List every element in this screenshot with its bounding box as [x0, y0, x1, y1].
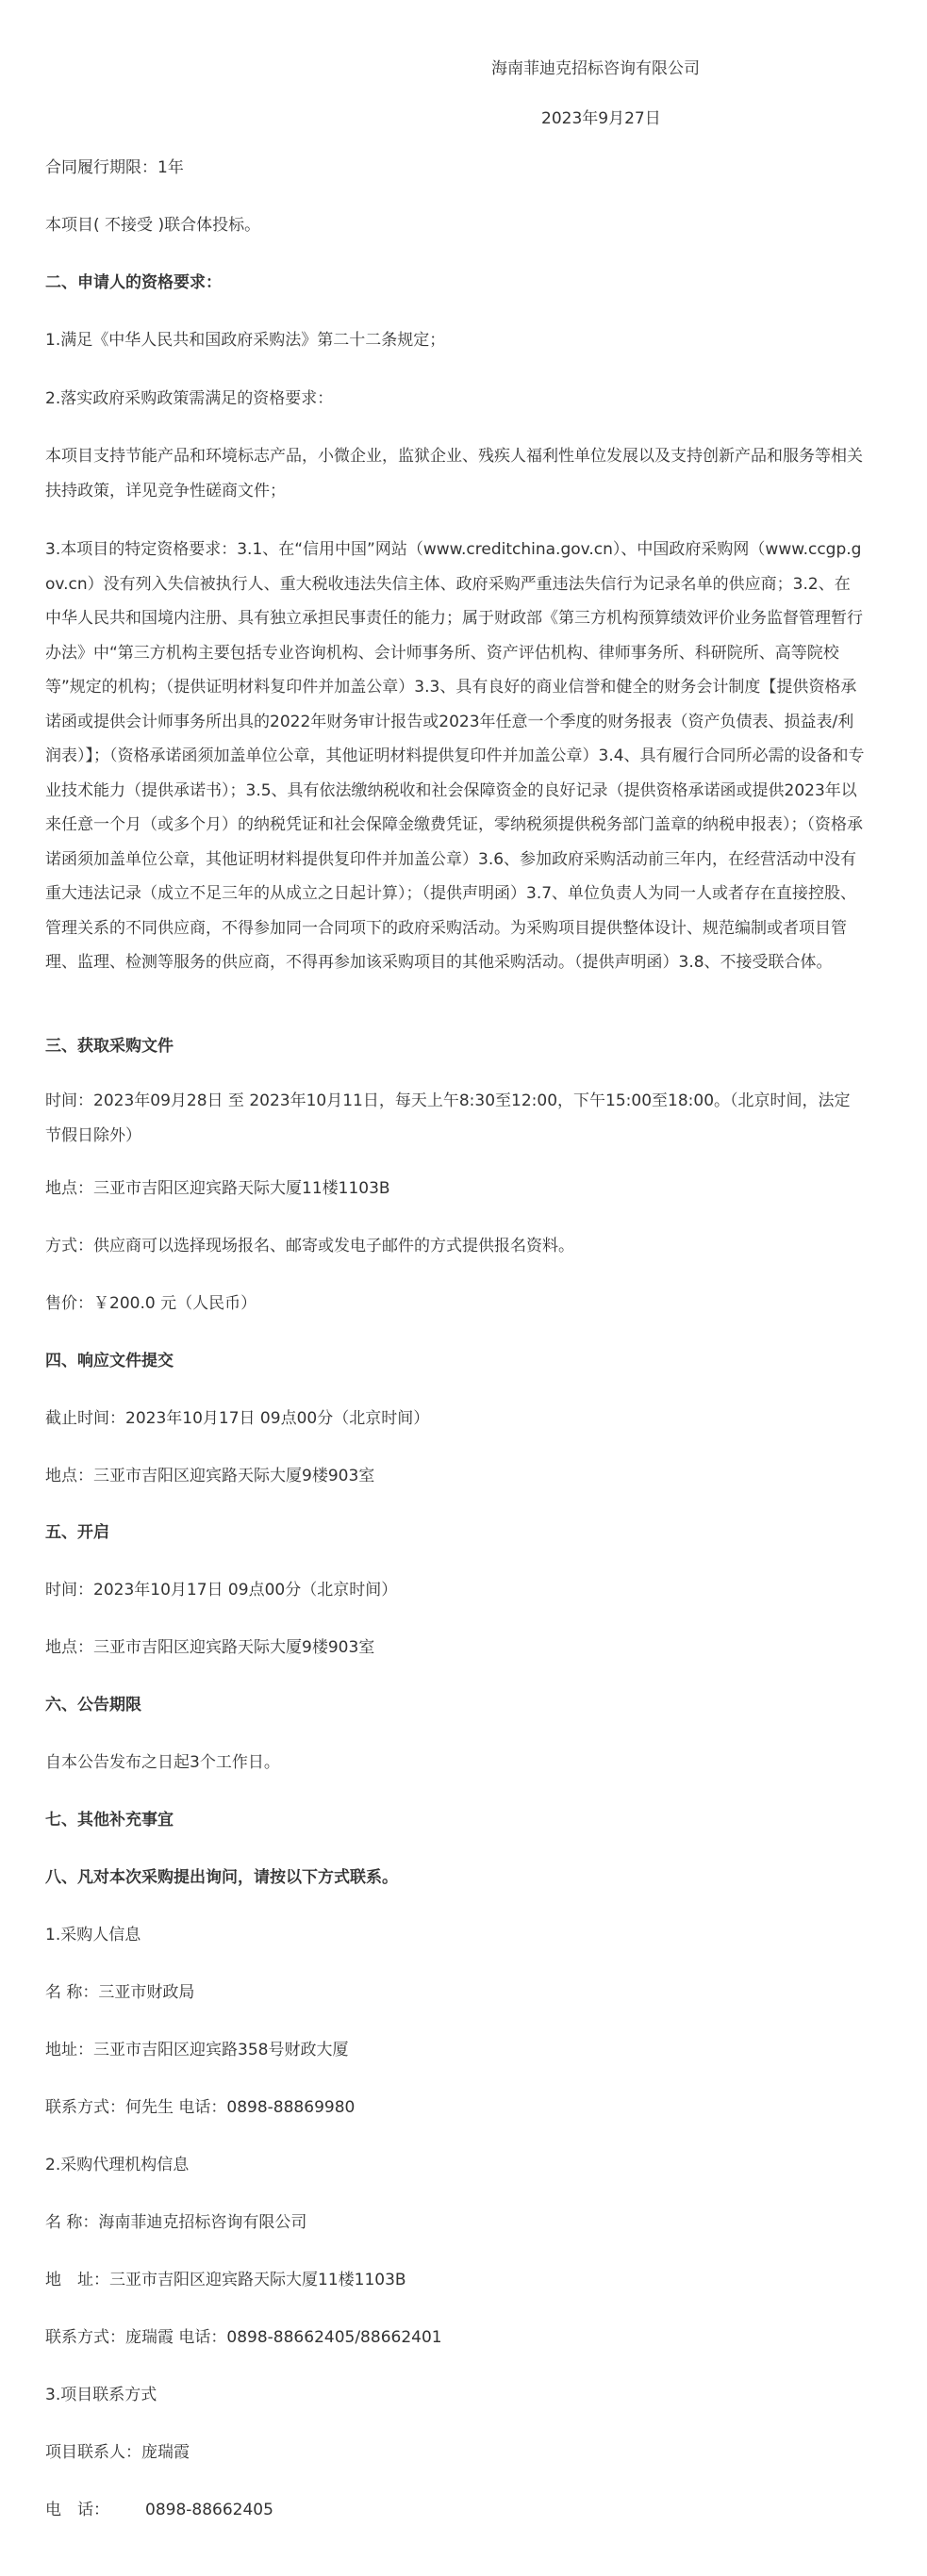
project-contact-heading: 3.项目联系方式 [45, 2386, 157, 2404]
submission-place: 地点：三亚市吉阳区迎宾路天际大厦9楼903室 [45, 1467, 375, 1485]
section-5-title: 五、开启 [45, 1523, 109, 1542]
requirement-2-text: 本项目支持节能产品和环境标志产品，小微企业，监狱企业、残疾人福利性单位发展以及支持创新产品和服务等相关扶持政策，详见竞争性磋商文件； [45, 447, 863, 500]
purchaser-contact: 联系方式：何先生 电话：0898-88869980 [45, 2098, 356, 2117]
company-name: 海南菲迪克招标咨询有限公司 [491, 59, 700, 78]
agency-heading: 2.采购代理机构信息 [45, 2156, 190, 2174]
agency-address: 地 址：三亚市吉阳区迎宾路天际大厦11楼1103B [45, 2271, 406, 2289]
purchaser-heading: 1.采购人信息 [45, 1926, 141, 1944]
section-6-title: 六、公告期限 [45, 1696, 141, 1715]
project-phone-label: 电 话： [45, 2501, 109, 2519]
announcement-period: 自本公告发布之日起3个工作日。 [45, 1753, 280, 1772]
section-7-title: 七、其他补充事宜 [45, 1811, 174, 1829]
project-phone-line [45, 2496, 273, 2524]
requirement-3-text: 3.本项目的特定资格要求：3.1、在“信用中国”网站（www.creditchina.gov.cn）、中国政府采购网（www.ccgp.gov.cn）没有列入失信被执行人、重大税收违法失信主体、政府采购严重违法失信行为记录名单的供应商；3.2、在中华人民共和国境内注册、具有独立承担民事责任的能力；属于财政部《第三方机构预算绩效评价业务监督管理暂行办法》中“第三方机构主要包括专业咨询机构、会计师事务所、资产评估机构、律师事务所、科研院所、高等院校等”规定的机构；（提供证明材料复印件并加盖公章）3.3、具有良好的商业信誉和健全的财务会计制度【提供资格承诺函或提供会计师事务所出具的2022年财务审计报告或2023年任意一个季度的财务报表（资产负债表、损益表/利润表）】；（资格承诺函须加盖单位公章，其他证明材料提供复印件并加盖公章）3.4、具有履行合同所必需的设备和专业技术能力（提供承诺书）；3.5、具有依法缴纳税收和社会保障资金的良好记录（提供资格承诺函或提供2023年以来任意一个月（或多个月）的纳税凭证和社会保障金缴费凭证，零纳税须提供税务部门盖章的纳税申报表）；（资格承诺函须加盖单位公章，其他证明材料提供复印件并加盖公章）3.6、参加政府采购活动前三年内，在经营活动中没有重大违法记录（成立不足三年的从成立之日起计算）；（提供声明函）3.7、单位负责人为同一人或者存在直接控股、管理关系的不同供应商，不得参加同一合同项下的政府采购活动。为采购项目提供整体设计、规范编制或者项目管理、监理、检测等服务的供应商，不得再参加该采购项目的其他采购活动。（提供声明函）3.8、不接受联合体。 [45, 540, 865, 972]
agency-contact: 联系方式：庞瑞霞 电话：0898-88662405/88662401 [45, 2328, 442, 2347]
announcement-date: 2023年9月27日 [541, 109, 661, 128]
document-price: 售价：￥200.0 元（人民币） [45, 1294, 257, 1313]
section-3-title: 三、获取采购文件 [45, 1037, 174, 1056]
acquire-method: 方式：供应商可以选择现场报名、邮寄或发电子邮件的方式提供报名资料。 [45, 1237, 574, 1255]
acquire-place: 地点：三亚市吉阳区迎宾路天际大厦11楼1103B [45, 1179, 390, 1198]
section-8-title: 八、凡对本次采购提出询问，请按以下方式联系。 [45, 1868, 398, 1887]
requirement-2: 2.落实政府采购政策需满足的资格要求： [45, 389, 334, 408]
opening-time: 时间：2023年10月17日 09点00分（北京时间） [45, 1581, 398, 1600]
opening-place: 地点：三亚市吉阳区迎宾路天际大厦9楼903室 [45, 1638, 375, 1657]
purchaser-address: 地址：三亚市吉阳区迎宾路358号财政大厦 [45, 2041, 349, 2059]
section-2-title: 二、申请人的资格要求： [45, 273, 222, 292]
contract-term: 合同履行期限：1年 [45, 158, 184, 177]
project-phone-number: 0898-88662405 [145, 2501, 273, 2519]
agency-name: 名 称：海南菲迪克招标咨询有限公司 [45, 2213, 307, 2232]
acquire-time: 时间：2023年09月28日 至 2023年10月11日，每天上午8:30至12:00，下午15:00至18:00。（北京时间，法定节假日除外） [45, 1091, 851, 1145]
project-contact-person: 项目联系人：庞瑞霞 [45, 2443, 190, 2462]
consortium-policy: 本项目( 不接受 )联合体投标。 [45, 216, 261, 235]
requirement-1: 1.满足《中华人民共和国政府采购法》第二十二条规定； [45, 331, 446, 350]
submission-deadline: 截止时间：2023年10月17日 09点00分（北京时间） [45, 1409, 430, 1428]
section-4-title: 四、响应文件提交 [45, 1352, 174, 1370]
purchaser-name: 名 称：三亚市财政局 [45, 1983, 195, 2002]
